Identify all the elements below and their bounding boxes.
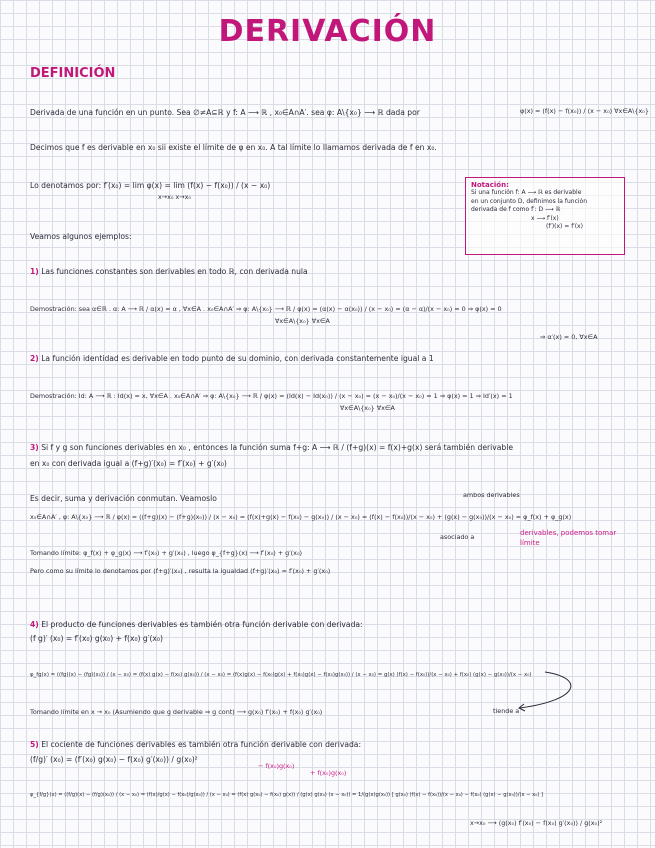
example-3-text-2: en x₀ con derivada igual a (f+g)′(x₀) = f′(x₀) + g′(x₀) (30, 459, 227, 468)
example-5-limit: x→x₀ ⟶ (g(x₀) f′(x₀) − f(x₀) g′(x₀)) / g(x₀)² (470, 819, 603, 827)
notation-line: derivada de f como f′: D ⟶ ℝ (471, 206, 561, 213)
example-3-number: 3) (30, 443, 39, 452)
example-3-es-decir: Es decir, suma y derivación conmutan. Veamoslo (30, 494, 217, 503)
example-4-tiende-label: tiende a (493, 707, 520, 715)
notation-line: x ⟶ f′(x) (531, 214, 559, 222)
definition-line-1: Derivada de una función en un punto. Sea ∅≠A⊆ℝ y f: A ⟶ ℝ , x₀∈A∩A′. sea φ: A\{x₀} ⟶ ℝ dada por (30, 108, 420, 117)
example-3-tomando: Tomando límite: φ_f(x) + φ_g(x) ⟶ f′(x₀) + g′(x₀) , luego φ_{f+g}(x) ⟶ f′(x₀) + g′(x₀) (30, 549, 303, 557)
notation-line: en un conjunto D, definimos la función (471, 197, 588, 205)
example-4-phi-line: φ_fg(x) = ((fg)(x) − (fg)(x₀)) / (x − x₀) = (f(x) g(x) − f(x₀) g(x₀)) / (x − x₀) = (f(x)g(x) − f(x₀)g(x) + f(x₀)g(x) − f(x₀)g(x₀)) / (x − x₀) = g(x) (f(x) − f(x₀))/(x − x₀) + f(x₀) (g(x) − g(x₀))/(x − x₀) (30, 672, 532, 678)
example-1-number: 1) (30, 267, 39, 276)
example-2-text: La función identidad es derivable en todo punto de su dominio, con derivada constantemente igual a 1 (41, 354, 434, 363)
example-4-formula: (f g)′ (x₀) = f′(x₀) g(x₀) + f(x₀) g′(x₀) (30, 634, 163, 643)
example-5-statement (30, 740, 361, 750)
example-3-ambos-label: ambos derivables (463, 491, 520, 499)
example-4-number: 4) (30, 620, 39, 629)
example-1-conclusion: ⇒ α′(x) = 0, ∀x∈A (540, 333, 598, 341)
example-3-phi-line: x₀∈A∩A′ , φ: A\{x₀} ⟶ ℝ / φ(x) = ((f+g)(x) − (f+g)(x₀)) / (x − x₀) = (f(x)+g(x) − f(x₀) − g(x₀)) / (x − x₀) = (f(x) − f(x₀))/(x − x₀) + (g(x) − g(x₀))/(x − x₀) = φ_f(x) + φ_g(x) (30, 513, 572, 521)
notation-title: Notación: (471, 181, 509, 189)
examples-intro: Veamos algunos ejemplos: (30, 232, 132, 241)
example-5-phi-line: φ_{f/g}(x) = ((f/g)(x) − (f/g)(x₀)) / (x − x₀) = (f(x)/g(x) − f(x₀)/g(x₀)) / (x − x₀) = (f(x) g(x₀) − f(x₀) g(x)) / (g(x) g(x₀) (x − x₀)) = 1/(g(x)g(x₀)) [ g(x₀) (f(x) − f(x₀))/(x − x₀) − f(x₀) (g(x) − g(x₀))/(x − x₀) ] (30, 792, 544, 798)
example-3-text-1: Si f y g son funciones derivables en x₀ , entonces la función suma f+g: A ⟶ ℝ / (f+g)(x) = f(x)+g(x) será también derivable (41, 443, 513, 452)
example-5-pink-annotation-a: − f(x₀)g(x₀) (258, 762, 295, 770)
example-5-text: El cociente de funciones derivables es también otra función derivable con derivada: (41, 740, 362, 749)
section-heading-definicion: DEFINICIÓN (30, 66, 116, 81)
example-4-text: El producto de funciones derivables es también otra función derivable con derivada: (41, 620, 363, 629)
page-title: DERIVACIÓN (218, 14, 437, 49)
example-5-formula: (f/g)′ (x₀) = (f′(x₀) g(x₀) − f(x₀) g′(x₀)) / g(x₀)² (30, 755, 198, 764)
example-5-pink-annotation-b: + f(x₀)g(x₀) (310, 769, 347, 777)
example-4-tomando: Tomando límite en x → x₀ (Asumiendo que g derivable ⇒ g cont) ⟶ g(x₀) f′(x₀) + f(x₀) g′(x₀) (30, 708, 323, 716)
example-2-number: 2) (30, 354, 39, 363)
definition-limit-subscripts: x→x₀ x→x₀ (158, 193, 191, 201)
example-1-demo-sub: ∀x∈A\{x₀} ∀x∈A (275, 317, 330, 325)
example-2-demo-sub: ∀x∈A\{x₀} ∀x∈A (340, 404, 395, 412)
example-1-text: Las funciones constantes son derivables en todo ℝ, con derivada nula (41, 267, 308, 276)
example-3-asociado-label: asociado a (440, 533, 475, 541)
definition-phi-formula: φ(x) = (f(x) − f(x₀)) / (x − x₀) ∀x∈A\{x₀} (520, 107, 649, 115)
definition-line-2: Decimos que f es derivable en x₀ sii existe el límite de φ en x₀. A tal límite lo llamamos derivada de f en x₀. (30, 143, 437, 152)
definition-line-3: Lo denotamos por: f′(x₀) = lim φ(x) = lim (f(x) − f(x₀)) / (x − x₀) (30, 181, 271, 190)
example-5-number: 5) (30, 740, 39, 749)
notation-line: (f′)(x) = f′(x) (546, 223, 583, 230)
example-1-demo: Demostración: sea α∈ℝ . α: A ⟶ ℝ / α(x) = α , ∀x∈A . x₀∈A∩A′ ⇒ φ: A\{x₀} ⟶ ℝ / φ(x) = (α(x) − α(x₀)) / (x − x₀) = (α − α)/(x − x₀) = 0 ⇒ φ(x) = 0 (30, 305, 502, 313)
example-3-pero: Pero como su límite lo denotamos por (f+g)′(x₀) , resulta la igualdad (f+g)′(x₀) = f′(x₀) + g′(x₀) (30, 567, 331, 575)
notation-line: Si una función f: A ⟶ ℝ es derivable (471, 189, 582, 196)
example-2-demo: Demostración: Id: A ⟶ ℝ : Id(x) = x, ∀x∈A . x₀∈A∩A′ ⇒ φ: A\{x₀} ⟶ ℝ / φ(x) = (Id(x) − Id(x₀)) / (x − x₀) = (x − x₀)/(x − x₀) = 1 ⇒ φ(x) = 1 ⇒ Id′(x) = 1 (30, 392, 513, 400)
example-3-side-note: derivables, podemos tomar límite (520, 529, 617, 547)
